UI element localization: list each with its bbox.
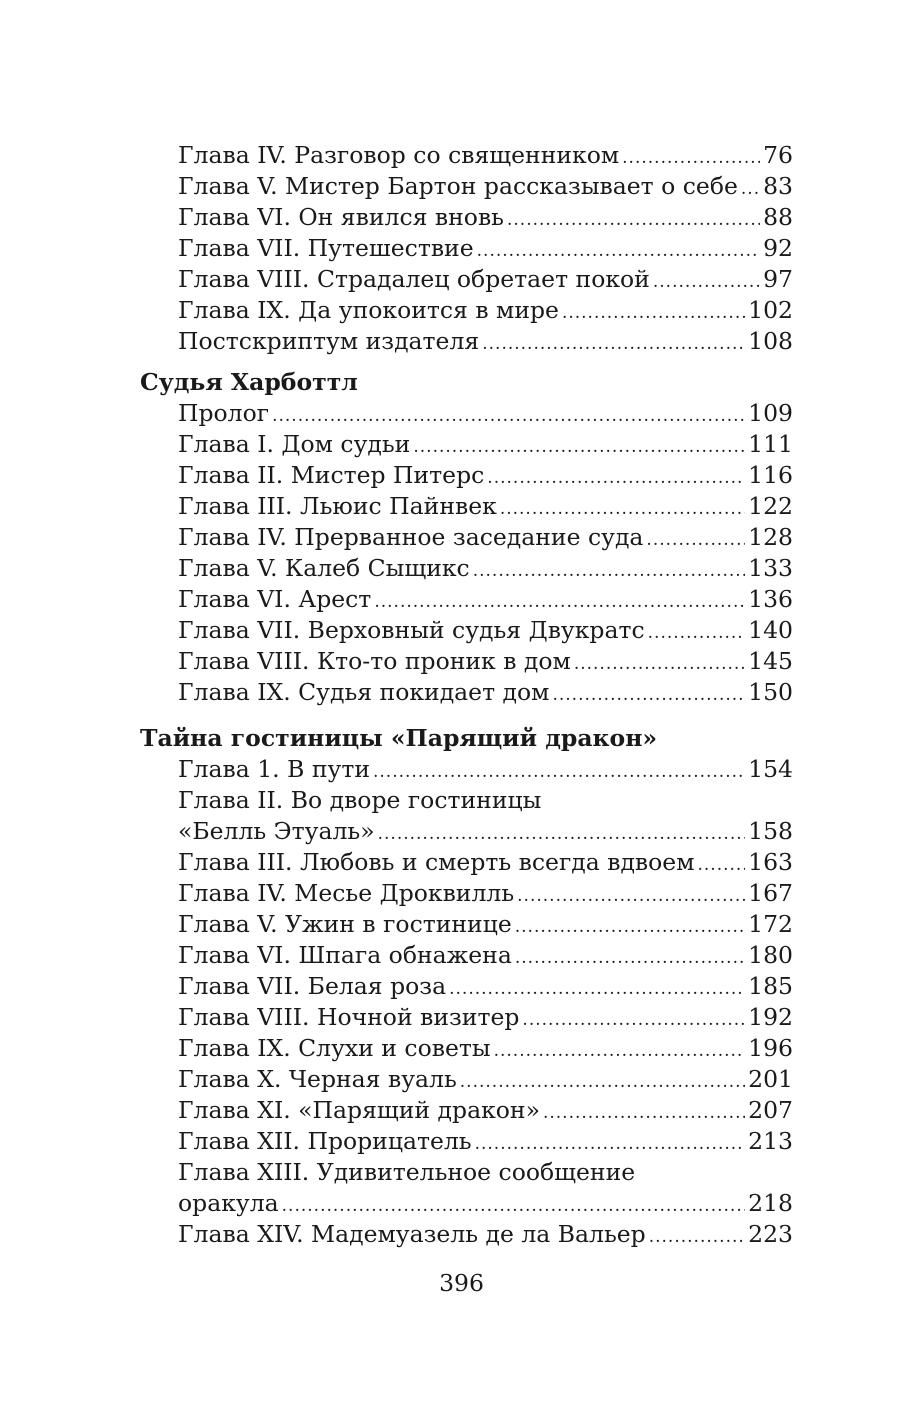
entry-page: 201 <box>748 1065 793 1093</box>
toc-entry <box>178 816 793 847</box>
dot-leader <box>517 881 745 912</box>
entry-title: Глава VI. Арест <box>178 585 372 613</box>
entry-title: Глава VI. Шпага обнажена <box>178 941 512 969</box>
toc-entry <box>178 646 793 677</box>
dot-leader <box>622 143 760 174</box>
dot-leader <box>460 1067 745 1098</box>
toc-entry <box>178 1002 793 1033</box>
entry-title: Глава XIV. Мадемуазель де ла Вальер <box>178 1220 646 1248</box>
dot-leader <box>282 1191 745 1222</box>
entry-title: Глава V. Ужин в гостинице <box>178 910 512 938</box>
entry-page: 97 <box>763 265 793 293</box>
entry-page: 128 <box>748 523 793 551</box>
entry-title: Постскриптум издателя <box>178 327 480 355</box>
dot-leader <box>500 494 745 525</box>
entry-title: Глава IX. Слухи и советы <box>178 1034 491 1062</box>
entry-page: 150 <box>748 678 793 706</box>
entry-page: 172 <box>748 910 793 938</box>
entry-title: Глава X. Черная вуаль <box>178 1065 457 1093</box>
toc-entry <box>178 940 793 971</box>
entry-page: 185 <box>748 972 793 1000</box>
dot-leader <box>272 401 745 432</box>
entry-page: 145 <box>748 647 793 675</box>
entry-page: 158 <box>748 817 793 845</box>
section-heading: Тайна гостиницы «Парящий дракон» <box>140 724 658 752</box>
toc-entry <box>178 295 793 326</box>
dot-leader <box>413 432 745 463</box>
entry-title: Глава V. Калеб Сыщикс <box>178 554 470 582</box>
dot-leader <box>487 463 745 494</box>
entry-title: Глава II. Мистер Питерс <box>178 461 485 489</box>
entry-page: 180 <box>748 941 793 969</box>
dot-leader <box>494 1036 746 1067</box>
toc-entry <box>178 615 793 646</box>
entry-title: Глава IV. Разговор со священником <box>178 141 620 169</box>
toc-entry <box>178 140 793 171</box>
toc-entry <box>178 491 793 522</box>
toc-entry <box>178 553 793 584</box>
toc-entry <box>178 1219 793 1250</box>
entry-page: 196 <box>748 1034 793 1062</box>
toc-entry <box>178 429 793 460</box>
toc-entry <box>178 202 793 233</box>
dot-leader <box>543 1098 745 1129</box>
dot-leader <box>515 912 745 943</box>
entry-page: 167 <box>748 879 793 907</box>
dot-leader <box>648 618 745 649</box>
dot-leader <box>552 680 745 711</box>
dot-leader <box>374 587 745 618</box>
entry-title: Глава IX. Да упокоится в мире <box>178 296 559 324</box>
dot-leader <box>697 850 745 881</box>
dot-leader <box>378 819 746 850</box>
dot-leader <box>741 174 760 205</box>
entry-page: 213 <box>748 1127 793 1155</box>
dot-leader <box>522 1005 745 1036</box>
toc-entry <box>178 1064 793 1095</box>
entry-title: Глава VII. Путешествие <box>178 234 474 262</box>
dot-leader <box>449 974 745 1005</box>
entry-title: Глава III. Любовь и смерть всегда вдвоем <box>178 848 695 876</box>
dot-leader <box>475 1129 746 1160</box>
entry-title: «Белль Этуаль» <box>178 817 375 845</box>
toc-entry <box>178 1033 793 1064</box>
entry-title: Глава I. Дом судьи <box>178 430 411 458</box>
toc-entry <box>178 233 793 264</box>
toc-entry-first-line <box>178 1157 635 1188</box>
dot-leader <box>646 525 745 556</box>
toc-entry <box>178 522 793 553</box>
toc-entry <box>178 460 793 491</box>
dot-leader <box>507 205 760 236</box>
dot-leader <box>574 649 745 680</box>
toc-entry <box>178 847 793 878</box>
entry-page: 122 <box>748 492 793 520</box>
toc-entry-first-line <box>178 785 541 816</box>
entry-title: Глава VII. Белая роза <box>178 972 447 1000</box>
entry-page: 108 <box>748 327 793 355</box>
toc-entry <box>178 171 793 202</box>
toc-entry <box>178 398 793 429</box>
page-number: 396 <box>439 1269 484 1297</box>
dot-leader <box>649 1222 745 1253</box>
dot-leader <box>482 329 745 360</box>
entry-page: 88 <box>763 203 793 231</box>
toc-entry <box>178 909 793 940</box>
section-heading: Судья Харботтл <box>140 368 358 396</box>
entry-title: оракула <box>178 1189 279 1217</box>
entry-title: Глава VIII. Страдалец обретает покой <box>178 265 650 293</box>
entry-title: Глава II. Во дворе гостиницы <box>178 786 542 814</box>
entry-page: 207 <box>748 1096 793 1124</box>
entry-page: 163 <box>748 848 793 876</box>
toc-entry <box>178 754 793 785</box>
entry-title: Глава VII. Верховный судья Двукратс <box>178 616 645 644</box>
dot-leader <box>653 267 760 298</box>
dot-leader <box>373 757 745 788</box>
dot-leader <box>562 298 745 329</box>
dot-leader <box>477 236 760 267</box>
entry-title: Глава XII. Прорицатель <box>178 1127 472 1155</box>
toc-entry <box>178 1126 793 1157</box>
toc-entry <box>178 971 793 1002</box>
entry-title: Пролог <box>178 399 270 427</box>
entry-page: 140 <box>748 616 793 644</box>
toc-entry <box>178 1188 793 1219</box>
entry-title: Глава III. Льюис Пайнвек <box>178 492 497 520</box>
entry-title: Глава XIII. Удивительное сообщение <box>178 1158 636 1186</box>
dot-leader <box>473 556 745 587</box>
entry-page: 76 <box>763 141 793 169</box>
toc-entry <box>178 264 793 295</box>
toc-entry <box>178 1095 793 1126</box>
entry-page: 154 <box>748 755 793 783</box>
entry-page: 116 <box>748 461 793 489</box>
toc-entry <box>178 878 793 909</box>
entry-page: 92 <box>763 234 793 262</box>
entry-title: Глава VI. Он явился вновь <box>178 203 504 231</box>
entry-title: Глава XI. «Парящий дракон» <box>178 1096 540 1124</box>
entry-title: Глава V. Мистер Бартон рассказывает о себе <box>178 172 738 200</box>
entry-page: 218 <box>748 1189 793 1217</box>
entry-page: 111 <box>748 430 793 458</box>
entry-title: Глава VIII. Ночной визитер <box>178 1003 520 1031</box>
entry-page: 136 <box>748 585 793 613</box>
entry-page: 133 <box>748 554 793 582</box>
entry-title: Глава IV. Прерванное заседание суда <box>178 523 644 551</box>
entry-title: Глава 1. В пути <box>178 755 370 783</box>
toc-entry <box>178 677 793 708</box>
dot-leader <box>515 943 745 974</box>
toc-entry <box>178 326 793 357</box>
toc-entry <box>178 584 793 615</box>
entry-title: Глава IV. Месье Дроквилль <box>178 879 515 907</box>
entry-page: 109 <box>748 399 793 427</box>
entry-page: 83 <box>763 172 793 200</box>
entry-page: 223 <box>748 1220 793 1248</box>
entry-page: 102 <box>748 296 793 324</box>
entry-page: 192 <box>748 1003 793 1031</box>
entry-title: Глава IX. Судья покидает дом <box>178 678 550 706</box>
entry-title: Глава VIII. Кто-то проник в дом <box>178 647 571 675</box>
